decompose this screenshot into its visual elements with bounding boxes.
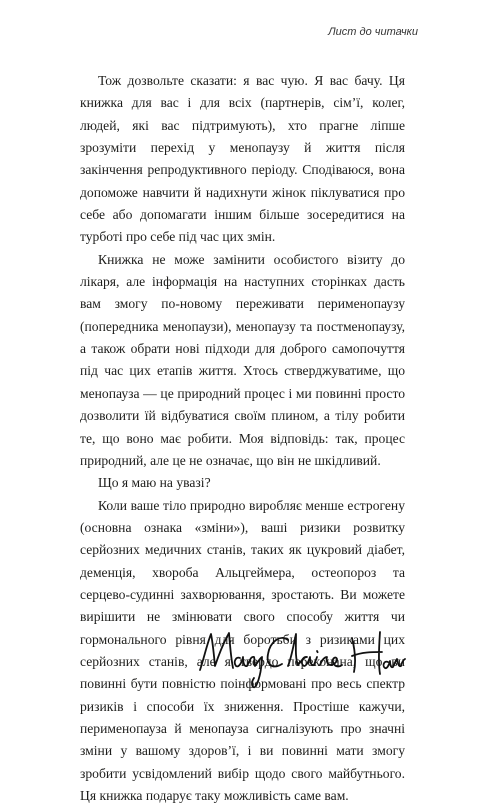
paragraph-intro: Тож дозвольте сказати: я вас чую. Я вас бачу. Ця книжка для вас і для всіх (партнерів, сім’ї, колег, людей, які вас підтримують), хто прагне ліпше зрозуміти перехід у менопаузу й життя після закінчення репродуктивного періоду. Сподіваюся, вона допоможе навчити й надихнути жінок піклуватися про себе або допомагати іншим більше зосередитися на турботі про себе під час цих змін. — [80, 73, 405, 245]
signature-stroke-laire — [288, 634, 342, 666]
paragraph-book-purpose: Книжка не може замінити особистого візиту до лікаря, але інформація на наступних сторінках дасть вам змогу по-новому переживати перименопаузу (попередника менопаузи), менопаузу та постменопаузу, а також обрати нові підходи для доброго самопочуття під час цих етапів життя. Хтось стверджуватиме, що менопауза — це природний процес і ми повинні просто дозволити їй відбуватися своїм плином, а тілу робити те, що воно має робити. Моя відповідь: так, процес природний, але це не означає, що він не шкідливий. — [80, 251, 405, 468]
signature-stroke-m — [200, 633, 233, 670]
running-header: Лист до читачки — [328, 26, 418, 38]
signature-stroke-c — [268, 638, 288, 666]
signature-stroke-h — [352, 632, 382, 674]
paragraph-risks: Коли ваше тіло природно виробляє менше естрогену (основна ознака «зміни»), ваші ризики розвитку серйозних медичних станів, таких як цукровий діабет, деменція, хвороба Альцгеймера, остеопороз та серцево-судинні захворювання, зростають. Ви можете вирішити не змінювати свого способу життя чи гормонального рівня для боротьби з ризиками цих серйозних станів, але я твердо переконана, що ви повинні бути повністю поінформовані про весь спектр ризиків і способи їх зниження. Простіше кажучи, перименопауза й менопауза сигналізують про значні зміни у вашому здоров’ї, і ви повинні мати змогу зробити усвідомлений вибір щодо свого майбутнього. Ця книжка подарує таку можливість саме вам. — [80, 497, 405, 803]
letter-body — [80, 70, 405, 807]
signature-stroke-aver — [384, 659, 405, 668]
signature-stroke-ary — [235, 657, 262, 687]
paragraph-question: Що я маю на увазі? — [98, 475, 211, 491]
author-signature — [196, 622, 408, 692]
